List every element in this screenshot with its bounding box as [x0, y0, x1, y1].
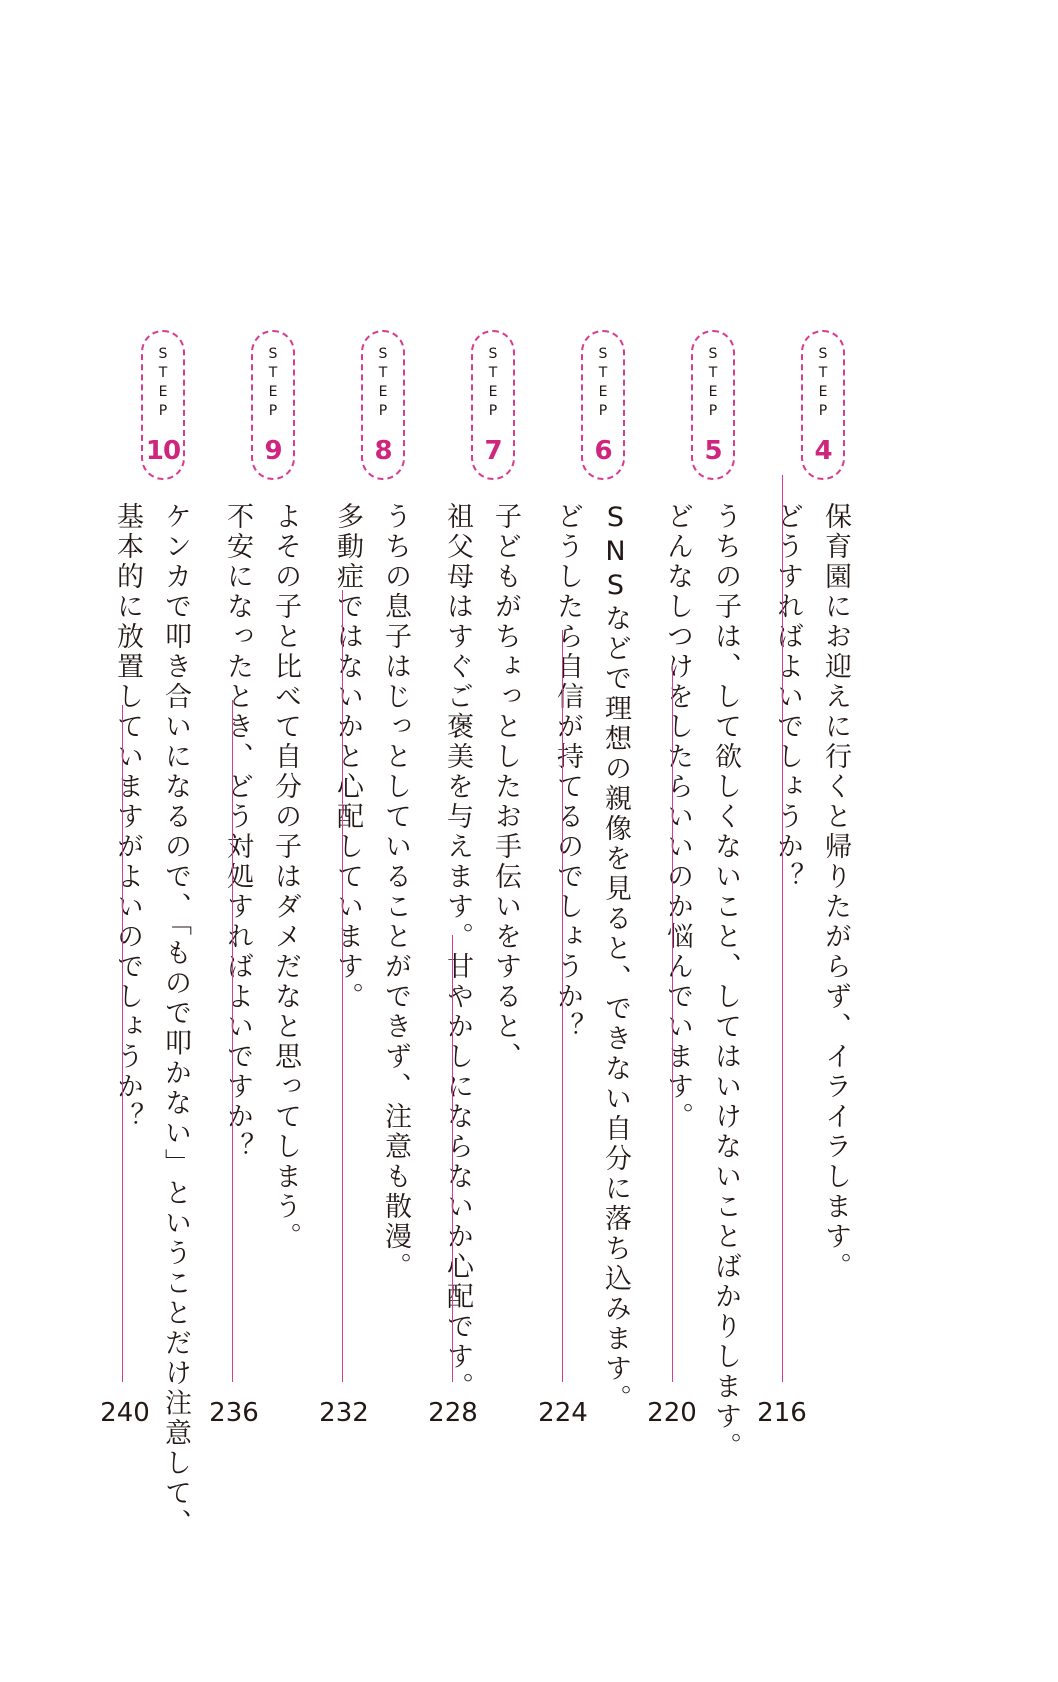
page-number: 236 — [209, 1398, 259, 1428]
page-number: 216 — [757, 1398, 807, 1428]
step-number: 8 — [374, 436, 392, 466]
step-badge — [141, 330, 185, 480]
step-number: 4 — [814, 436, 832, 466]
leader-line — [342, 590, 343, 1382]
step-number: 6 — [594, 436, 612, 466]
leader-line — [672, 665, 673, 1382]
step-number: 10 — [145, 436, 181, 466]
step-label: STEP — [485, 346, 501, 422]
question-line: どうしたら自信が持てるのでしょうか？ — [552, 502, 583, 1042]
question-line: 多動症ではないかと心配しています。 — [332, 502, 363, 1012]
step-badge — [801, 330, 845, 480]
question-line: 不安になったとき、どう対処すればよいですか？ — [222, 502, 253, 1162]
page-number: 224 — [538, 1398, 588, 1428]
toc-entry-step-10[interactable] — [31, 330, 201, 1570]
question-line: ケンカで叩き合いになるので、「もので叩かない」ということだけ注意して、 — [160, 502, 191, 1539]
leader-line — [452, 935, 453, 1382]
step-label: STEP — [705, 346, 721, 422]
leader-line — [232, 700, 233, 1382]
leader-line — [562, 630, 563, 1382]
question-line: 保育園にお迎えに行くと帰りたがらず、イライラします。 — [820, 502, 851, 1282]
step-label: STEP — [155, 346, 171, 422]
step-label: STEP — [375, 346, 391, 422]
question-line: 基本的に放置していますがよいのでしょうか？ — [112, 502, 143, 1132]
question-line: SNSなどで理想の親像を見ると、できない自分に落ち込みます。 — [600, 502, 631, 1414]
leader-line — [782, 475, 783, 1382]
step-label: STEP — [815, 346, 831, 422]
step-label: STEP — [595, 346, 611, 422]
step-number: 9 — [264, 436, 282, 466]
step-badge — [361, 330, 405, 480]
question-line: どんなしつけをしたらいいのか悩んでいます。 — [662, 502, 693, 1132]
step-badge — [581, 330, 625, 480]
question-line: うちの息子はじっとしていることができず、注意も散漫。 — [380, 502, 411, 1282]
step-badge — [251, 330, 295, 480]
leader-line — [122, 705, 123, 1382]
step-label: STEP — [265, 346, 281, 422]
question-line: 子どもがちょっとしたお手伝いをすると、 — [490, 502, 521, 1072]
question-line: どうすればよいでしょうか？ — [772, 502, 803, 892]
question-line: よその子と比べて自分の子はダメだなと思ってしまう。 — [270, 502, 301, 1252]
page-number: 228 — [428, 1398, 478, 1428]
page-number: 232 — [319, 1398, 369, 1428]
page-number: 240 — [100, 1398, 150, 1428]
step-number: 5 — [704, 436, 722, 466]
step-badge — [471, 330, 515, 480]
step-badge — [691, 330, 735, 480]
question-line: 祖父母はすぐご褒美を与えます。甘やかしにならないか心配です。 — [442, 502, 473, 1402]
step-number: 7 — [484, 436, 502, 466]
page-number: 220 — [647, 1398, 697, 1428]
question-line: うちの子は、して欲しくないこと、してはいけないことばかりします。 — [710, 502, 741, 1462]
